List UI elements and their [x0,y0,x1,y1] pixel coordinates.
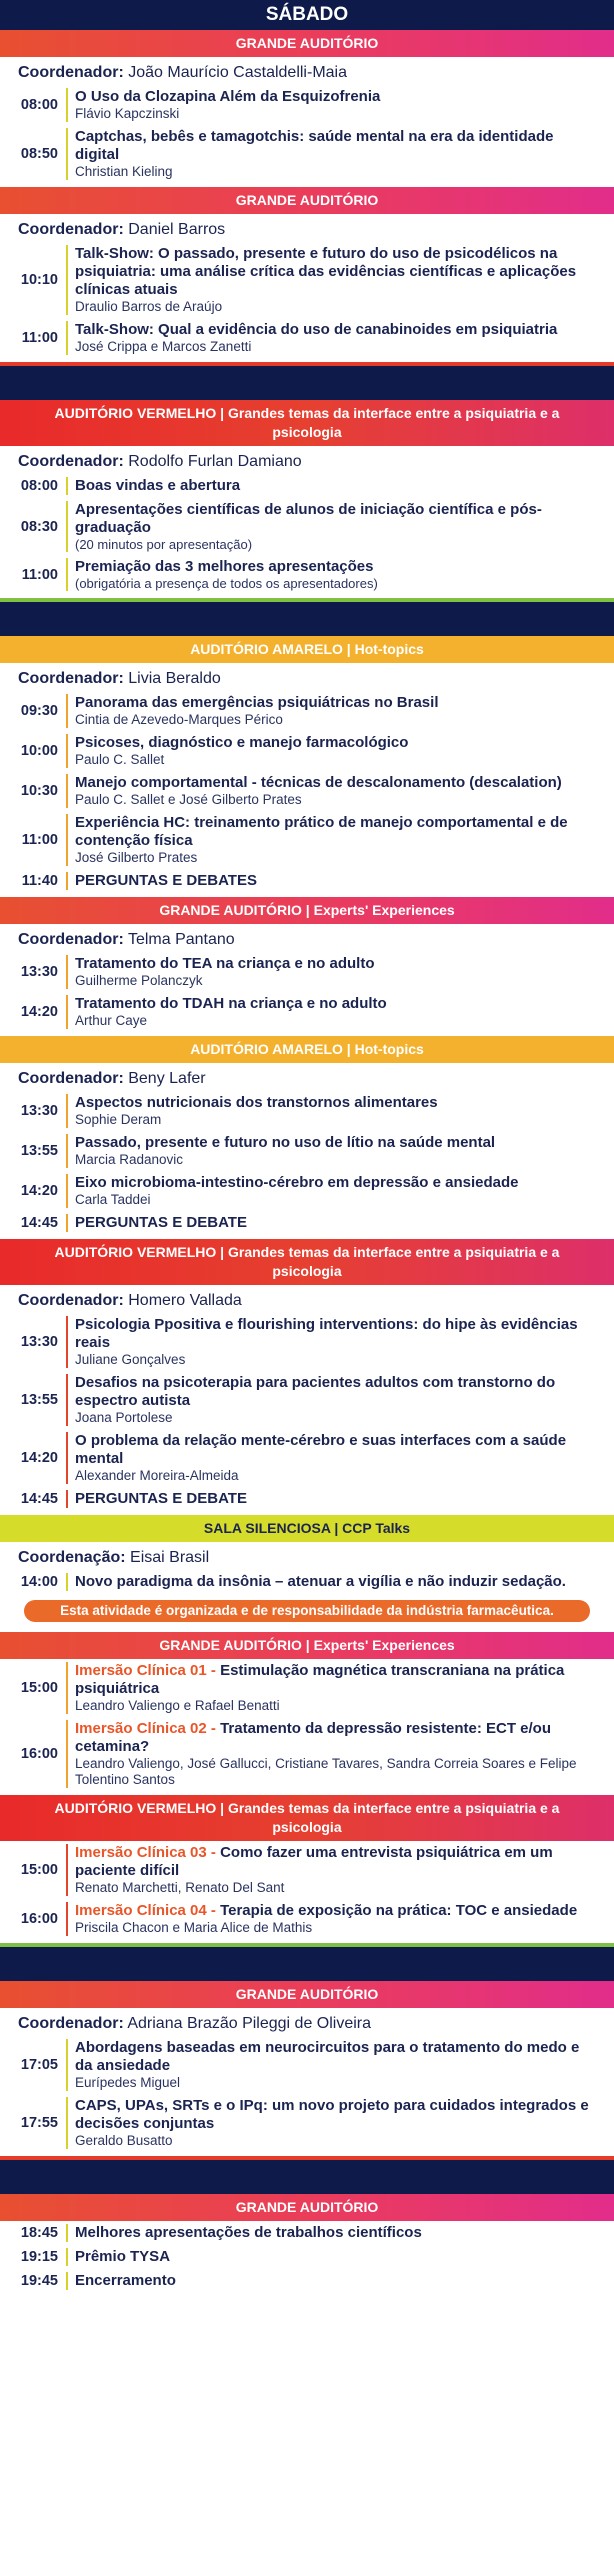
item-content [66,2097,614,2149]
item-speaker: Flávio Kapczinski [75,106,180,121]
agenda-item [0,242,614,318]
item-content [66,1134,614,1168]
coordinator-name: Adriana Brazão Pileggi de Oliveira [127,2015,372,2032]
item-content [66,2039,614,2091]
item-title [75,245,600,299]
item-title [75,2224,600,2242]
item-title [75,1720,600,1756]
item-time: 11:40 [21,873,58,889]
section-title [0,2156,614,2194]
agenda-item [0,869,614,893]
agenda-item [0,992,614,1032]
session-block [0,1632,614,1795]
item-title [75,1174,600,1192]
session-block [0,187,614,362]
item-time: 14:45 [20,1215,58,1231]
item-title [75,2097,600,2133]
item-content [66,1844,614,1896]
item-title-text: Tratamento do TEA na criança e no adulto [75,955,375,972]
item-title-text: PERGUNTAS E DEBATE [75,1214,247,1231]
session-block [0,1515,614,1632]
coordinator-line [0,1542,614,1570]
immersion-label: Imersão Clínica 03 - [75,1844,216,1861]
item-title [75,558,600,576]
item-title [75,501,600,537]
session-block [0,636,614,897]
item-speaker: José Crippa e Marcos Zanetti [75,339,252,354]
item-content [66,1573,614,1591]
item-title-text: Premiação das 3 melhores apresentações [75,558,374,575]
immersion-label: Imersão Clínica 02 - [75,1720,216,1737]
item-content [66,2248,614,2266]
item-time: 09:30 [20,703,58,719]
item-time: 15:00 [20,1680,58,1696]
item-time: 16:00 [20,1911,58,1927]
item-title-text: Abordagens baseadas em neurocircuitos para o tratamento do medo e da ansiedade [75,2039,580,2074]
item-content [66,128,614,180]
item-content [66,1374,614,1426]
item-content [66,1094,614,1128]
item-speaker: Draulio Barros de Araújo [75,299,223,314]
item-title [75,694,600,712]
item-title-text: Tratamento do TDAH na criança e no adulto [75,995,387,1012]
item-title-text: PERGUNTAS E DEBATE [75,1490,247,1507]
item-title-text: Encerramento [75,2272,176,2289]
item-speaker: Alexander Moreira-Almeida [75,1468,239,1483]
item-content [66,774,614,808]
agenda-item [0,1131,614,1171]
coordinator-line [0,1285,614,1313]
item-title-text: Boas vindas e abertura [75,477,241,494]
item-content [66,734,614,768]
coordinator-label: Coordenador: [18,64,124,81]
coordinator-label: Coordenação: [18,1549,126,1566]
item-time: 13:55 [20,1392,58,1408]
item-title-text: Desafios na psicoterapia para pacientes adultos com transtorno do espectro autista [75,1374,556,1409]
coordinator-label: Coordenador: [18,1070,124,1087]
item-content [66,1490,614,1508]
coordinator-name: Eisai Brasil [130,1549,210,1566]
item-speaker: Marcia Radanovic [75,1152,184,1167]
item-time: 17:55 [20,2115,58,2131]
item-content [66,694,614,728]
item-title [75,1094,600,1112]
session-block [0,1795,614,1943]
agenda-item [0,2269,614,2293]
agenda-item [0,811,614,869]
item-title-text: Talk-Show: O passado, presente e futuro do uso de psicodélicos na psiquiatria: uma análise crítica das evidências científicas e aplicações clínicas atuais [75,245,577,298]
item-content [66,88,614,122]
item-content [66,477,614,495]
item-content [66,1316,614,1368]
coordinator-name: Telma Pantano [127,931,235,948]
item-content [66,558,614,591]
session-block [0,1036,614,1239]
agenda-item [0,1899,614,1939]
agenda-item [0,555,614,594]
item-speaker: Eurípedes Miguel [75,2075,181,2090]
section-title [0,1943,614,1981]
session-block [0,1981,614,2156]
item-title [75,734,600,752]
agenda-item [0,2094,614,2152]
agenda-item [0,1091,614,1131]
item-title-text: Novo paradigma da insônia – atenuar a vigília e não induzir sedação. [75,1573,566,1590]
item-speaker: Joana Portolese [75,1410,173,1425]
agenda-item [0,1429,614,1487]
day-header: SÁBADO [0,0,614,30]
item-content [66,2272,614,2290]
item-content [66,872,614,890]
item-time: 15:00 [20,1862,58,1878]
coordinator-label: Coordenador: [18,931,124,948]
room-banner: AUDITÓRIO VERMELHO | Grandes temas da interface entre a psiquiatria e a psicologia [0,1239,614,1285]
agenda-item [0,85,614,125]
item-time: 11:00 [21,832,58,848]
room-banner: GRANDE AUDITÓRIO | Experts' Experiences [0,1632,614,1659]
item-title [75,477,600,495]
session-block [0,2194,614,2297]
room-banner: AUDITÓRIO VERMELHO | Grandes temas da interface entre a psiquiatria e a psicologia [0,400,614,446]
coordinator-label: Coordenador: [18,453,124,470]
item-title-text: Manejo comportamental - técnicas de descalonamento (descalation) [75,774,562,791]
room-banner: GRANDE AUDITÓRIO [0,2194,614,2221]
agenda-item [0,1717,614,1791]
item-title [75,1490,600,1508]
item-title-text: Tratamento da depressão resistente: ECT e/ou cetamina? [75,1720,552,1755]
room-banner: GRANDE AUDITÓRIO [0,30,614,57]
room-banner: AUDITÓRIO AMARELO | Hot-topics [0,636,614,663]
item-title-text: Prêmio TYSA [75,2248,171,2265]
room-banner: GRANDE AUDITÓRIO | Experts' Experiences [0,897,614,924]
item-content [66,995,614,1029]
item-time: 17:05 [20,2057,58,2073]
item-content [66,1174,614,1208]
item-title [75,1134,600,1152]
agenda-item [0,318,614,358]
agenda-item [0,952,614,992]
item-time: 08:50 [20,146,58,162]
item-title [75,955,600,973]
item-speaker: Priscila Chacon e Maria Alice de Mathis [75,1920,313,1935]
item-title-text: Aspectos nutricionais dos transtornos alimentares [75,1094,438,1111]
agenda-item [0,1371,614,1429]
item-title-text: Talk-Show: Qual a evidência do uso de canabinoides em psiquiatria [75,321,558,338]
item-title [75,1662,600,1698]
item-content [66,501,614,552]
item-title-text: Psicologia Ppositiva e flourishing interventions: do hipe às evidências reais [75,1316,578,1351]
item-title-text: Captchas, bebês e tamagotchis: saúde mental na era da identidade digital [75,128,554,163]
item-speaker: Paulo C. Sallet [75,752,165,767]
item-speaker: Christian Kieling [75,164,173,179]
item-time: 10:00 [20,743,58,759]
item-speaker: Juliane Gonçalves [75,1352,186,1367]
coordinator-label: Coordenador: [18,670,124,687]
item-title [75,321,600,339]
item-time: 11:00 [21,330,58,346]
item-title [75,1374,600,1410]
agenda-item [0,2245,614,2269]
item-title-text: Panorama das emergências psiquiátricas no Brasil [75,694,439,711]
agenda-item [0,2036,614,2094]
schedule-content [0,30,614,2297]
item-time: 13:30 [20,1103,58,1119]
item-content [66,814,614,866]
agenda-item [0,731,614,771]
coordinator-line [0,924,614,952]
room-banner: AUDITÓRIO VERMELHO | Grandes temas da interface entre a psiquiatria e a psicologia [0,1795,614,1841]
item-title [75,774,600,792]
item-title-text: Passado, presente e futuro no uso de lítio na saúde mental [75,1134,496,1151]
room-banner: SALA SILENCIOSA | CCP Talks [0,1515,614,1542]
item-time: 14:45 [20,1491,58,1507]
item-title [75,1573,600,1591]
item-content [66,955,614,989]
item-content [66,321,614,355]
item-title-text: CAPS, UPAs, SRTs e o IPq: um novo projeto para cuidados integrados e decisões conjuntas [75,2097,589,2132]
agenda-item [0,1211,614,1235]
item-time: 13:55 [20,1143,58,1159]
item-time: 13:30 [20,1334,58,1350]
item-content [66,245,614,315]
agenda-item [0,1171,614,1211]
coordinator-label: Coordenador: [18,221,124,238]
item-content [66,1662,614,1714]
item-time: 11:00 [21,566,58,583]
coordinator-line [0,214,614,242]
section-title [0,598,614,636]
room-banner: AUDITÓRIO AMARELO | Hot-topics [0,1036,614,1063]
item-time: 14:20 [20,1004,58,1020]
item-title-text: Terapia de exposição na prática: TOC e ansiedade [220,1902,578,1919]
item-speaker: José Gilberto Prates [75,850,198,865]
coordinator-name: João Maurício Castaldelli-Maia [128,64,347,81]
coordinator-name: Beny Lafer [128,1070,206,1087]
item-title [75,1902,600,1920]
item-speaker: Geraldo Busatto [75,2133,173,2148]
item-title-text: Experiência HC: treinamento prático de manejo comportamental e de contenção física [75,814,568,849]
agenda-item [0,498,614,555]
item-time: 16:00 [20,1746,58,1762]
item-speaker: Renato Marchetti, Renato Del Sant [75,1880,285,1895]
item-title [75,128,600,164]
item-title [75,1214,600,1232]
coordinator-name: Rodolfo Furlan Damiano [128,453,302,470]
item-time: 08:00 [20,478,58,494]
item-title-text: Apresentações científicas de alunos de iniciação científica e pós-graduação [75,501,542,536]
item-title [75,1316,600,1352]
item-time: 19:15 [20,2249,58,2265]
item-note: (obrigatória a presença de todos os apresentadores) [75,576,378,591]
item-content [66,1902,614,1936]
room-banner: GRANDE AUDITÓRIO [0,187,614,214]
agenda-item [0,2221,614,2245]
coordinator-line [0,57,614,85]
agenda-item [0,1487,614,1511]
item-speaker: Paulo C. Sallet e José Gilberto Prates [75,792,302,807]
agenda-item [0,1313,614,1371]
item-title [75,2248,600,2266]
item-title [75,1432,600,1468]
coordinator-line [0,1063,614,1091]
item-time: 13:30 [20,964,58,980]
item-time: 10:30 [20,783,58,799]
item-title-text: Melhores apresentações de trabalhos científicos [75,2224,422,2241]
section-title [0,362,614,400]
item-title-text: PERGUNTAS E DEBATES [75,872,257,889]
agenda-item [0,771,614,811]
coordinator-line [0,663,614,691]
item-time: 08:00 [20,97,58,113]
item-time: 08:30 [20,518,58,535]
item-title [75,872,600,890]
item-speaker: Leandro Valiengo, José Gallucci, Cristiane Tavares, Sandra Correia Soares e Felipe Tolentino Santos [75,1756,577,1787]
item-title [75,1844,600,1880]
item-title-text: O problema da relação mente-cérebro e suas interfaces com a saúde mental [75,1432,567,1467]
coordinator-name: Homero Vallada [128,1292,242,1309]
immersion-label: Imersão Clínica 01 - [75,1662,216,1679]
session-block [0,1239,614,1515]
sponsor-notice: Esta atividade é organizada e de responsabilidade da indústria farmacêutica. [24,1600,590,1622]
item-speaker: Carla Taddei [75,1192,151,1207]
agenda-item [0,1659,614,1717]
item-title [75,814,600,850]
item-title-text: Psicoses, diagnóstico e manejo farmacológico [75,734,409,751]
item-content [66,2224,614,2242]
item-time: 10:10 [20,272,58,288]
item-time: 14:20 [20,1183,58,1199]
coordinator-name: Daniel Barros [128,221,226,238]
item-note: (20 minutos por apresentação) [75,537,253,552]
item-time: 14:00 [20,1574,58,1590]
agenda-item [0,125,614,183]
item-speaker: Guilherme Polanczyk [75,973,203,988]
item-title [75,2272,600,2290]
item-speaker: Leandro Valiengo e Rafael Benatti [75,1698,280,1713]
item-content [66,1432,614,1484]
item-content [66,1214,614,1232]
item-speaker: Cintia de Azevedo-Marques Périco [75,712,283,727]
item-title [75,995,600,1013]
item-title-text: Eixo microbioma-intestino-cérebro em depressão e ansiedade [75,1174,519,1191]
item-title-text: Como fazer uma entrevista psiquiátrica em um paciente difícil [75,1844,553,1879]
coordinator-name: Livia Beraldo [128,670,221,687]
coordinator-line [0,446,614,474]
item-time: 18:45 [20,2225,58,2241]
room-banner: GRANDE AUDITÓRIO [0,1981,614,2008]
agenda-item [0,474,614,498]
item-time: 14:20 [20,1450,58,1466]
item-title [75,2039,600,2075]
item-title [75,88,600,106]
coordinator-label: Coordenador: [18,2015,124,2032]
item-time: 19:45 [20,2273,58,2289]
agenda-item [0,1570,614,1594]
session-block [0,30,614,187]
item-speaker: Arthur Caye [75,1013,148,1028]
coordinator-line [0,2008,614,2036]
coordinator-label: Coordenador: [18,1292,124,1309]
agenda-item [0,1841,614,1899]
session-block [0,400,614,598]
item-speaker: Sophie Deram [75,1112,162,1127]
agenda-item [0,691,614,731]
item-title-text: O Uso da Clozapina Além da Esquizofrenia [75,88,381,105]
item-title-text: Estimulação magnética transcraniana na prática psiquiátrica [75,1662,565,1697]
immersion-label: Imersão Clínica 04 - [75,1902,216,1919]
item-content [66,1720,614,1788]
session-block [0,897,614,1036]
